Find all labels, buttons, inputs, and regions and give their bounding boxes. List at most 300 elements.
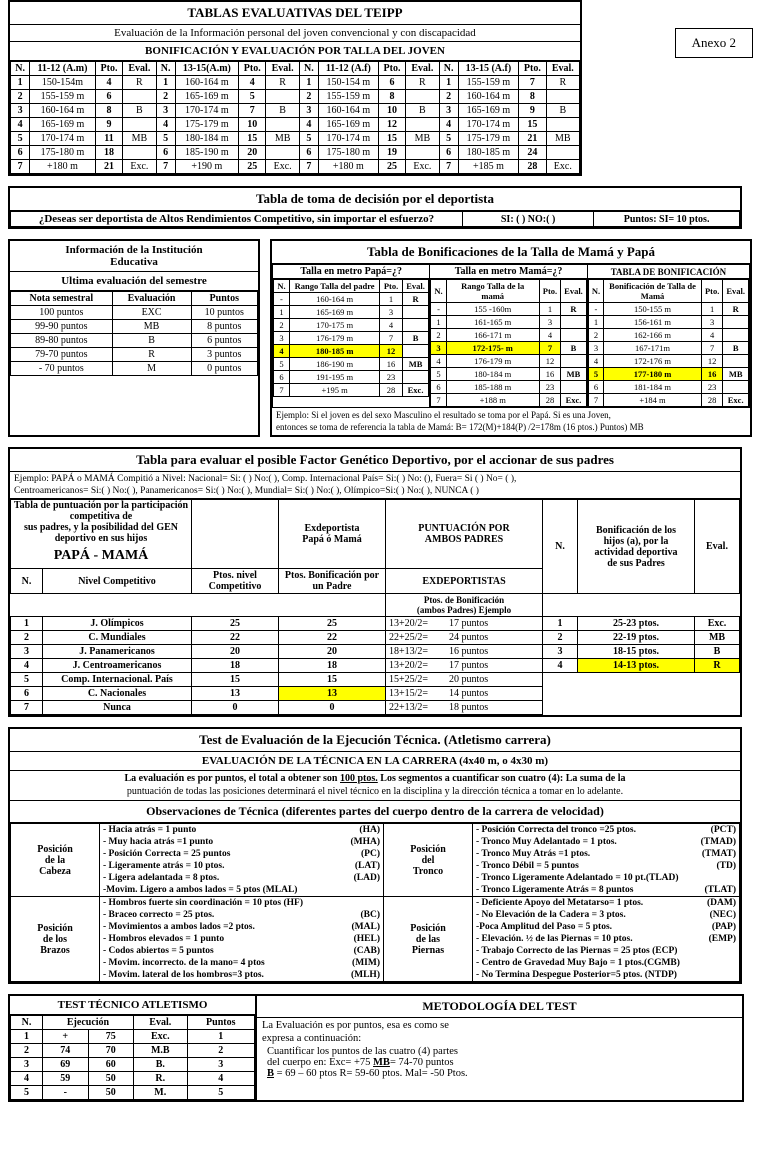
tecnica-item [473, 860, 739, 872]
ptos-bonificacion: 18 [279, 659, 386, 673]
eval-cell: Exc. [406, 160, 439, 174]
data-cell: 19 [378, 146, 406, 160]
data-cell: 155-159 m [318, 90, 378, 104]
data-cell: 5 [439, 132, 458, 146]
data-cell: 2 [11, 90, 30, 104]
table-row [431, 355, 586, 368]
row-number: 2 [11, 631, 43, 645]
data-cell: 165-169 m [458, 104, 518, 118]
tecnica-item-text: - No Termina Despegue Posterior=5 ptos. (NTDP) [476, 970, 677, 980]
table-row [11, 306, 258, 320]
th: Evaluación [112, 292, 191, 306]
tecnica-item [100, 921, 383, 933]
data-cell: - [43, 1086, 89, 1100]
data-cell: 69 [43, 1058, 89, 1072]
data-cell: 3 [380, 306, 402, 319]
right-eval: MB [695, 631, 740, 645]
table-row [11, 160, 580, 174]
table-row [11, 118, 580, 132]
rb2: hijos (a), por la [603, 535, 669, 547]
label-piernas [384, 897, 473, 982]
data-cell: 170-174 m [318, 132, 378, 146]
th: Nivel Competitivo [43, 569, 192, 594]
bl2: de los [42, 933, 68, 945]
table-row [11, 348, 258, 362]
data-cell: 170-174 m [175, 104, 238, 118]
data-cell: - [588, 303, 603, 316]
row-number: 5 [11, 673, 43, 687]
tecnica-item [100, 848, 383, 860]
data-cell: 4 [95, 76, 123, 90]
data-cell [723, 355, 749, 368]
data-cell: 10 [378, 104, 406, 118]
tronco-items [473, 824, 739, 896]
data-cell: 9 [95, 118, 123, 132]
tecnica-item-code: (DAM) [706, 898, 736, 908]
data-cell: 5 [156, 132, 175, 146]
data-cell: 5 [11, 132, 30, 146]
punt-sub [386, 594, 543, 617]
tecnica-item-code [691, 872, 739, 884]
data-cell: B [561, 342, 587, 355]
bonificacion-table [588, 279, 749, 407]
eval-cell: R [266, 76, 299, 90]
data-cell: 6 [299, 146, 318, 160]
th: Bonificación de Talla de Mamá [604, 280, 702, 303]
data-cell: 167-171m [604, 342, 702, 355]
eval-cell: B [266, 104, 299, 118]
data-cell: 15 [378, 132, 406, 146]
table-row [274, 358, 429, 371]
decision-table [10, 211, 740, 227]
data-cell: 186-190 m [289, 358, 380, 371]
eval-cell [546, 146, 579, 160]
inst-title-1: Información de la Institución [65, 244, 203, 256]
eval-cell: B [546, 104, 579, 118]
data-cell: 170-174 m [30, 132, 96, 146]
data-cell: B [112, 334, 191, 348]
tecnica-item-text: - Movim. incorrecto. de la mano= 4 ptos [103, 958, 265, 968]
data-cell: 5 [238, 90, 266, 104]
data-cell: 8 [95, 104, 123, 118]
table-row [11, 146, 580, 160]
data-cell: 6 [588, 381, 603, 394]
cl3: Cabeza [39, 865, 71, 877]
data-cell: 70 [88, 1044, 134, 1058]
data-cell: 2 [11, 1044, 43, 1058]
data-cell: 4 [187, 1072, 254, 1086]
data-cell [402, 319, 429, 332]
ejemplo-line1 [272, 408, 750, 422]
section5-subtitle: EVALUACIÓN DE LA TÉCNICA EN LA CARRERA (4x40 m, o 4x30 m) [10, 752, 740, 771]
data-cell: 8 [378, 90, 406, 104]
data-cell: 155-159 m [458, 76, 518, 90]
tecnica-item-text: - Tronco Ligeramente Adelantado = 10 pt.(TLAD) [476, 873, 679, 883]
table-row [11, 645, 740, 659]
ejemplo-padres-2: Centroamericanos= Si:( ) No:( ), Panamericanos= Si:( ) No:( ), Mundial= Si:( ) No:( ), Olímpico=Si:( ) No:( ), NUNCA ( ) [10, 486, 740, 499]
data-cell: M [112, 362, 191, 376]
left-title-1: Tabla de puntuación por la participación competitiva de [13, 500, 189, 522]
data-cell: 176-179 m [446, 355, 539, 368]
tecnica-item-code: (HEL) [353, 934, 380, 944]
data-cell: - [431, 303, 446, 316]
puntuacion-ambos-cell: 15+25/2= 20 puntos [386, 673, 543, 687]
bonificaciones-box [270, 239, 752, 437]
eval-cell [123, 146, 156, 160]
table-row [11, 90, 580, 104]
data-cell: 5 [431, 368, 446, 381]
institucion-box [8, 239, 260, 437]
col-ptos-nivel-spacer [192, 500, 279, 569]
decision-options[interactable]: SI: ( ) NO:( ) [462, 212, 593, 227]
data-cell: 99-90 puntos [11, 320, 113, 334]
data-cell: 160-164 m [318, 104, 378, 118]
table-row [11, 132, 580, 146]
ptos-bonificacion: 13 [279, 687, 386, 701]
table-row [274, 345, 429, 358]
tecnica-item [100, 872, 383, 884]
th: 11-12 (A.f) [318, 62, 378, 76]
bl1: Posición [37, 922, 73, 934]
bl3: Brazos [40, 944, 70, 956]
data-cell: M.B [134, 1044, 188, 1058]
data-cell: 6 [274, 371, 290, 384]
table-row [274, 384, 429, 397]
table-row [588, 316, 748, 329]
data-cell [402, 306, 429, 319]
tecnica-item [473, 884, 739, 896]
data-cell: 7 [539, 342, 560, 355]
table-row [588, 355, 748, 368]
data-cell: +180 m [318, 160, 378, 174]
data-cell: 1 [439, 76, 458, 90]
table-row [274, 293, 429, 306]
table-row [11, 659, 740, 673]
table-row [11, 76, 580, 90]
data-cell: 181-184 m [604, 381, 702, 394]
m4c: = 74-70 puntos [389, 1057, 454, 1068]
eval-cell [266, 90, 299, 104]
data-cell: 10 puntos [191, 306, 257, 320]
tecnica-item-code: (LAT) [354, 861, 380, 871]
data-cell [723, 316, 749, 329]
data-cell: 100 puntos [11, 306, 113, 320]
data-cell [561, 316, 587, 329]
puntuacion-ambos-header [386, 500, 543, 569]
data-cell: 1 [11, 76, 30, 90]
data-cell: 3 [588, 342, 603, 355]
th: Ejecución [43, 1016, 134, 1030]
tl2: del [421, 854, 435, 866]
tecnica-item-code: (CAB) [353, 946, 380, 956]
data-cell: 172-175- m [446, 342, 539, 355]
data-cell: 3 [299, 104, 318, 118]
ptos-nivel: 13 [192, 687, 279, 701]
puntuacion-ambos-cell: 13+20/2= 17 puntos [386, 617, 543, 631]
data-cell: 155 -160m [446, 303, 539, 316]
right-bonificacion: 18-15 ptos. [578, 645, 695, 659]
th: Eval. [561, 280, 587, 303]
data-cell: 59 [43, 1072, 89, 1086]
data-cell: MB [723, 368, 749, 381]
table-row [11, 1044, 255, 1058]
data-cell: 23 [701, 381, 722, 394]
data-cell: 4 [380, 319, 402, 332]
table-row [11, 362, 258, 376]
table-row [431, 342, 586, 355]
data-cell: 1 [588, 316, 603, 329]
data-cell: 7 [238, 104, 266, 118]
data-cell: 16 [380, 358, 402, 371]
table-row [431, 368, 586, 381]
data-cell: 8 puntos [191, 320, 257, 334]
right-eval: R [695, 659, 740, 673]
eval-cell: MB [406, 132, 439, 146]
pl3: Piernas [411, 944, 445, 956]
row-number: 7 [11, 701, 43, 715]
th: Pto. [238, 62, 266, 76]
data-cell: 28 [380, 384, 402, 397]
right-bonificacion: 14-13 ptos. [578, 659, 695, 673]
data-cell: 160-164 m [175, 76, 238, 90]
data-cell: 79-70 puntos [11, 348, 113, 362]
data-cell: 4 [539, 329, 560, 342]
eval-cell [406, 118, 439, 132]
data-cell: 5 [299, 132, 318, 146]
data-cell [402, 371, 429, 384]
table-row [588, 329, 748, 342]
data-cell: 21 [95, 160, 123, 174]
nivel-competitivo: C. Nacionales [43, 687, 192, 701]
ptos-nivel: 20 [192, 645, 279, 659]
data-cell: 166-171 m [446, 329, 539, 342]
inst-title-2: Educativa [10, 256, 258, 272]
puntuacion-ambos-cell: 22+13/2= 18 puntos [386, 701, 543, 715]
th: Eval. [402, 280, 429, 293]
data-cell: 3 [701, 316, 722, 329]
data-cell: 7 [11, 160, 30, 174]
eval-cell: MB [123, 132, 156, 146]
th: N. [439, 62, 458, 76]
talla-joven-table [10, 61, 580, 174]
data-cell: +190 m [175, 160, 238, 174]
tecnica-item-text: - Hombros elevados = 1 punto [103, 934, 225, 944]
ps2: (ambos Padres) Ejemplo [416, 605, 512, 615]
m5a: B [267, 1068, 275, 1079]
data-cell: 25 [238, 160, 266, 174]
section1-subtitle: Evaluación de la Información personal del joven convencional y con discapacidad [10, 25, 580, 42]
punt-line2: AMBOS PADRES [424, 534, 504, 545]
tecnica-item-text: - Codos abiertos = 5 puntos [103, 946, 214, 956]
data-cell: 12 [539, 355, 560, 368]
data-cell: 180-185 m [289, 345, 380, 358]
data-cell: 7 [701, 342, 722, 355]
right-eval: Exc. [695, 617, 740, 631]
data-cell: 89-80 puntos [11, 334, 113, 348]
th: Puntos [191, 292, 257, 306]
data-cell: 23 [539, 381, 560, 394]
section-institucion-y-bonificaciones [8, 239, 757, 437]
data-cell: 7 [274, 384, 290, 397]
row-number: 1 [11, 617, 43, 631]
tecnica-item-code: (TMAT) [701, 849, 736, 859]
th: Eval. [406, 62, 439, 76]
tecnica-item-code: (PC) [361, 849, 380, 859]
data-cell: 7 [299, 160, 318, 174]
data-cell: 3 [11, 1058, 43, 1072]
data-cell: 150-154 m [318, 76, 378, 90]
tecnica-item-code: (NEC) [709, 910, 736, 920]
eval-cell: R [123, 76, 156, 90]
tecnica-item-code: (TMAD) [700, 837, 736, 847]
table-header-row [11, 62, 580, 76]
data-cell: +195 m [289, 384, 380, 397]
data-cell: 165-169 m [318, 118, 378, 132]
data-cell: 0 puntos [191, 362, 257, 376]
tecnica-item-text: - Tronco Débil = 5 puntos [476, 861, 579, 871]
th: N. [11, 569, 43, 594]
table-row [588, 394, 748, 407]
tecnica-item-text: - No Elevación de la Cadera = 3 ptos. [476, 910, 626, 920]
data-cell: 16 [539, 368, 560, 381]
section1-band-title: BONIFICACIÓN Y EVALUACIÓN POR TALLA DEL JOVEN [10, 42, 580, 61]
tl3: Tronco [412, 865, 444, 877]
tecnica-item-code: (EMP) [708, 934, 736, 944]
data-cell: 160-164 m [30, 104, 96, 118]
th: Pto. [95, 62, 123, 76]
th: Rango Talla del padre [289, 280, 380, 293]
data-cell: 180-184 m [446, 368, 539, 381]
eval-cell: B [123, 104, 156, 118]
data-cell: 1 [380, 293, 402, 306]
puntuacion-ambos-cell: 13+15/2= 14 puntos [386, 687, 543, 701]
data-cell: 2 [431, 329, 446, 342]
papa-mama-label: PAPÁ - MAMÁ [53, 548, 149, 563]
data-cell: 175-180 m [318, 146, 378, 160]
tecnica-item-text: - Posición Correcta del tronco =25 ptos. [476, 825, 636, 835]
data-cell: 1 [539, 303, 560, 316]
data-cell: 6 [11, 146, 30, 160]
tecnica-item [473, 933, 739, 945]
decision-question: ¿Deseas ser deportista de Altos Rendimientos Competitivo, sin importar el esfuerzo? [11, 212, 463, 227]
table-row [431, 316, 586, 329]
eval-cell [123, 90, 156, 104]
data-cell: 2 [156, 90, 175, 104]
tecnica-item-text: - Hombros fuerte sin coordinación = 10 ptos (HF) [103, 898, 303, 908]
brazos-items [100, 897, 383, 981]
tecnica-item-code: (MAL) [351, 922, 380, 932]
data-cell: Exc. [402, 384, 429, 397]
tb-title: TABLA DE BONIFICACIÓN [587, 265, 749, 279]
eval-cell: B [406, 104, 439, 118]
data-cell [723, 329, 749, 342]
eval-cell [546, 118, 579, 132]
section4-title: Tabla para evaluar el posible Factor Genético Deportivo, por el accionar de sus padres [10, 449, 740, 472]
data-cell: 4 [431, 355, 446, 368]
nivel-competitivo: J. Olímpicos [43, 617, 192, 631]
ejemplo-text-2: entonces se toma de referencia la tabla de Mamá: B= 172(M)+184(P) /2=178m (16 ptos.) Puntos) MB [276, 422, 644, 432]
data-cell: 21 [519, 132, 547, 146]
m4b: MB [373, 1057, 390, 1068]
th: Puntos [187, 1016, 254, 1030]
data-cell: 7 [380, 332, 402, 345]
data-cell: 4 [11, 118, 30, 132]
tecnica-item-text: - Deficiente Apoyo del Metatarso= 1 ptos. [476, 898, 644, 908]
data-cell [402, 345, 429, 358]
data-cell: B. [134, 1058, 188, 1072]
tecnica-item-text: - Tronco Ligeramente Atrás = 8 puntos [476, 885, 634, 895]
ptos-bonificacion: 0 [279, 701, 386, 715]
table-row [588, 342, 748, 355]
data-cell: 28 [701, 394, 722, 407]
data-cell: 25 [378, 160, 406, 174]
data-cell: 10 [238, 118, 266, 132]
data-cell: 1 [431, 316, 446, 329]
p1b: 100 ptos. [340, 773, 378, 784]
data-cell: 175-179 m [458, 132, 518, 146]
data-cell: MB [561, 368, 587, 381]
table-row [431, 303, 586, 316]
tecnica-item [100, 909, 383, 921]
th: Rango Talla de la mamá [446, 280, 539, 303]
tecnica-item [473, 969, 739, 981]
data-cell: Exc. [134, 1030, 188, 1044]
met-line-5 [257, 1068, 742, 1083]
table-row [11, 1030, 255, 1044]
data-cell: 75 [88, 1030, 134, 1044]
th: 13-15 (A.f) [458, 62, 518, 76]
tecnica-item-code: (MHA) [350, 837, 380, 847]
th: 11-12 (A.m) [30, 62, 96, 76]
tecnica-item-text: - Ligera adelantada = 8 ptos. [103, 873, 220, 883]
data-cell: 155-159 m [30, 90, 96, 104]
data-cell: 3 puntos [191, 348, 257, 362]
th: Pto. [539, 280, 560, 303]
tecnica-para-2: puntuación de todas las posiciones determinará el nivel técnico en la disciplina y la dirección técnica a tomar en lo adelante. [10, 786, 740, 801]
ptos-bonificacion: 20 [279, 645, 386, 659]
data-cell: 7 [439, 160, 458, 174]
section-test-tecnica [8, 727, 742, 984]
label-tronco [384, 824, 473, 897]
data-cell: 1 [701, 303, 722, 316]
puntuacion-ambos-cell: 13+20/2= 17 puntos [386, 659, 543, 673]
data-cell: 191-195 m [289, 371, 380, 384]
eval-cell: MB [546, 132, 579, 146]
th: Pto. [378, 62, 406, 76]
data-cell: 6 puntos [191, 334, 257, 348]
data-cell [561, 329, 587, 342]
right-row-number: 1 [543, 617, 578, 631]
tecnica-item-code [335, 884, 383, 896]
label-cabeza [11, 824, 100, 897]
right-row-number: 4 [543, 659, 578, 673]
table-row [11, 1086, 255, 1100]
data-cell [561, 381, 587, 394]
th: Eval. [723, 280, 749, 303]
data-cell: M. [134, 1086, 188, 1100]
tecnica-item-code [335, 897, 383, 909]
nivel-competitivo: Comp. Internacional. País [43, 673, 192, 687]
tecnica-item-text: - Ligeramente atrás = 10 ptos. [103, 861, 225, 871]
table-row [274, 319, 429, 332]
data-cell: 175-180 m [30, 146, 96, 160]
section5-title: Test de Evaluación de la Ejecución Técnica. (Atletismo carrera) [10, 729, 740, 752]
section2-title: Tabla de toma de decisión por el deportista [10, 188, 740, 211]
eval-cell: MB [266, 132, 299, 146]
tecnica-item [473, 957, 739, 969]
data-cell: 160-164 m [458, 90, 518, 104]
data-cell: 185-188 m [446, 381, 539, 394]
